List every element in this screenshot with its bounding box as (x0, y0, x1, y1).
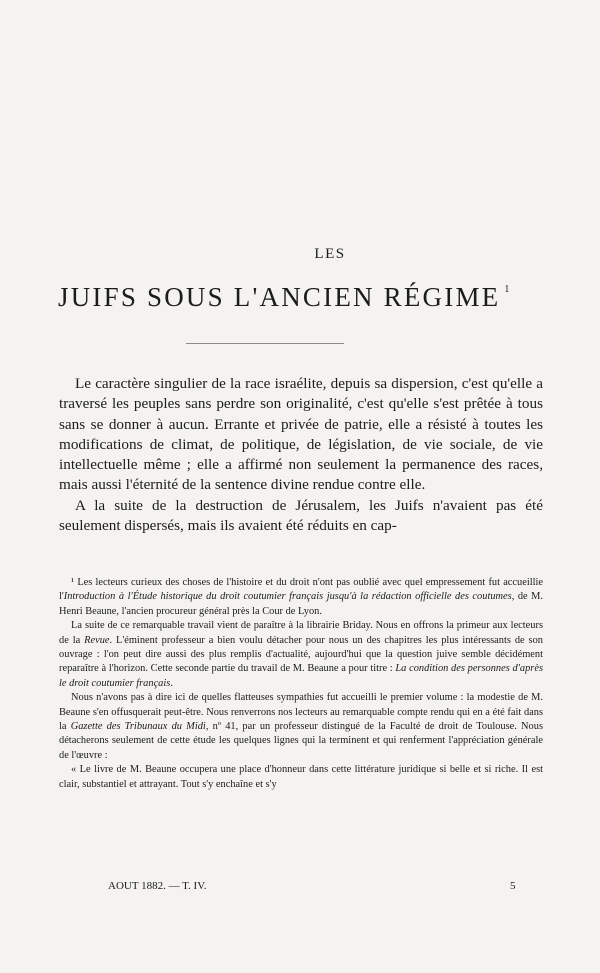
footnote-chapter-title: La condition des personnes d'après le droit coutumier français (59, 663, 543, 689)
footnote-marker: 1 (504, 284, 510, 295)
footnote-text: Nous n'avons pas à dire ici de quelles flatteuses sympathies fut accueilli le premier volume : la modestie de M. Beaune s'en offusquerait peut-être. Nous renverrons nos lecteurs au remarquable compte rendu qui en a été fait dans la (59, 692, 543, 733)
footnote-text: , nº 41, par un professeur distingué de la Faculté de droit de Toulouse. Nous détacherons seulement de cette étude les quelques lignes qui la terminent et qui renferment l'appréciation générale de l'œuvre : (59, 721, 543, 761)
paragraph: A la suite de la destruction de Jérusalem, les Juifs n'avaient pas été seulement dispersés, mais ils avaient été réduits en cap- (59, 496, 543, 535)
footnote-paragraph (59, 691, 543, 763)
footnote-journal-title: Gazette des Tribunaux du Midi (70, 721, 206, 733)
footnote-paragraph: « Le livre de M. Beaune occupera une place d'honneur dans cette littérature juridique si belle et si riche. Il est clair, substantiel et attrayant. Tout s'y enchaîne et s'y (59, 764, 543, 790)
footnote-text: ¹ Les lecteurs curieux des choses de l'histoire et du droit n'ont pas oublié avec quel empressement fut accueillie l' (59, 577, 543, 603)
footnote-text: La suite de ce remarquable travail vient de paraître à la librairie Briday. Nous en offrons la primeur aux lecteurs de la (59, 620, 543, 646)
main-text (59, 374, 543, 536)
footnotes (59, 576, 543, 792)
footnote-journal-title: Revue (84, 634, 110, 646)
title-text: JUIFS SOUS L'ANCIEN RÉGIME (58, 282, 501, 312)
page-footer (0, 880, 600, 896)
footnote-paragraph (59, 619, 543, 691)
title-kicker: LES (314, 246, 346, 262)
footnote-paragraph (59, 576, 543, 619)
page-number: 5 (510, 880, 516, 892)
title-divider (186, 343, 344, 344)
footnote-text: . L'éminent professeur a bien voulu détacher pour nous un des chapitres les plus intéressants de son ouvrage : l'on peut dire aussi des plus remplis d'actualité, aujourd'hui que la question juive semble décidément reparaître à l'horizon. Cette seconde partie du travail de M. Beaune a pour titre : (59, 634, 543, 675)
page-title (58, 282, 558, 313)
footnote-text: . (170, 677, 173, 689)
paragraph: Le caractère singulier de la race israélite, depuis sa dispersion, c'est qu'elle a traversé les peuples sans perdre son originalité, c'est qu'elle s'est prêtée à tous sans se donner à aucun. Errante et privée de patrie, elle a résisté à toutes les modifications de climat, de politique, de législation, de vie sociale, de vie intellectuelle même ; elle a affirmé non seulement la permanence des races, mais aussi l'éternité de la sentence divine rendue contre elle. (59, 375, 543, 494)
issue-date: AOUT 1882. — T. IV. (108, 880, 207, 892)
footnote-text: , de M. Henri Beaune, l'ancien procureur général près la Cour de Lyon. (59, 591, 544, 617)
footnote-book-title: Introduction à l'Étude historique du droit coutumier français jusqu'à la rédaction officielle des coutumes (63, 591, 512, 603)
